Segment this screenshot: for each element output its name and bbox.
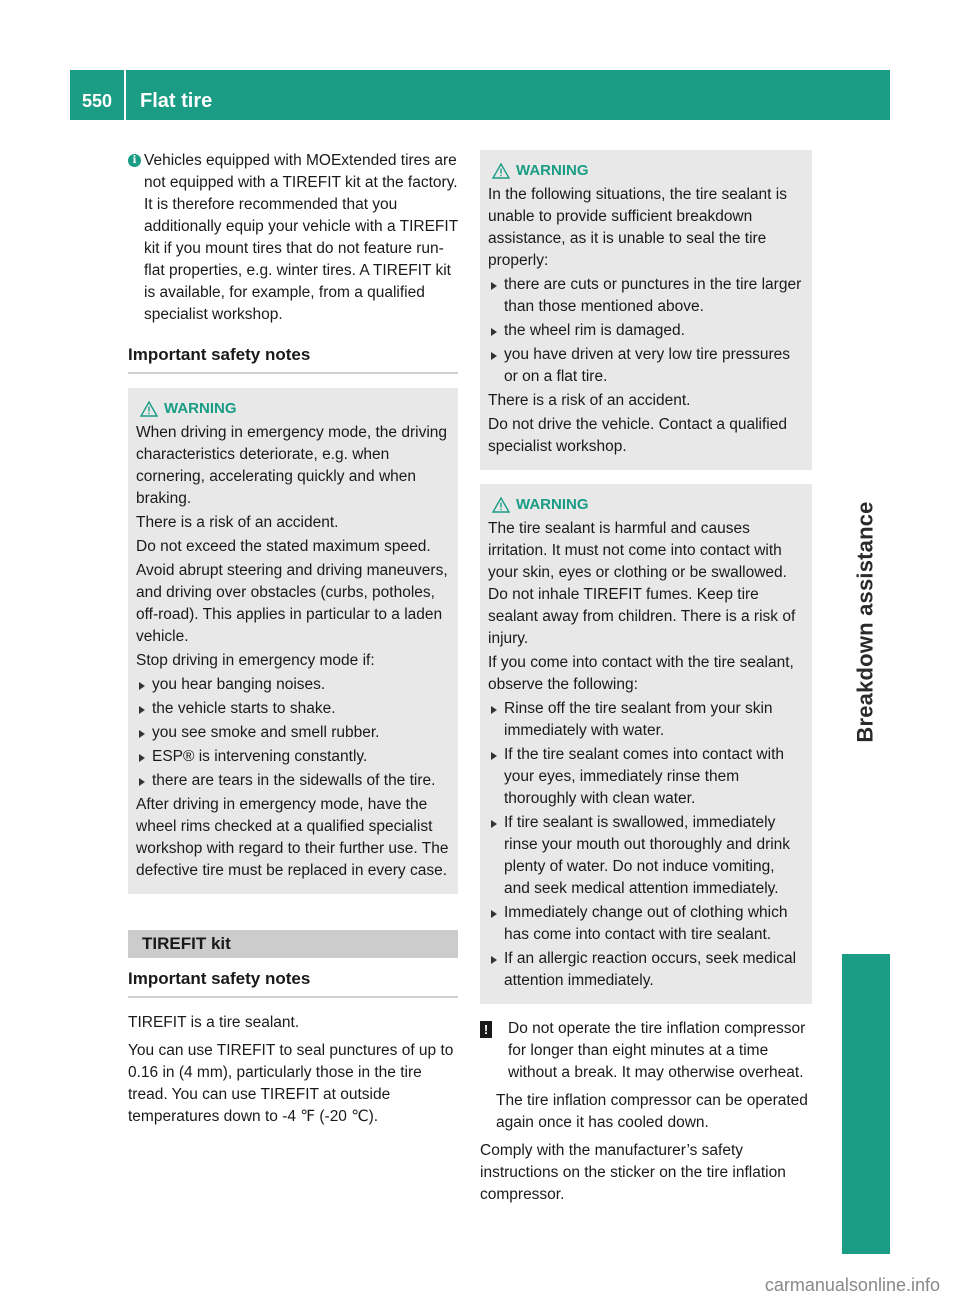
section-title-tirefit: TIREFIT kit: [128, 930, 458, 958]
list-item: Rinse off the tire sealant from your skin immediately with water.: [488, 698, 804, 742]
safety-notes-heading-2: Important safety notes: [128, 968, 458, 998]
warning-title: WARNING: [492, 494, 804, 516]
warning-paragraph: In the following situations, the tire sealant is unable to provide sufficient breakdown assistance, as it is unable to seal the tire properly:: [488, 186, 787, 269]
warning-paragraph: If you come into contact with the tire sealant, observe the following:: [488, 654, 794, 693]
list-item: there are tears in the sidewalls of the tire.: [136, 770, 450, 792]
warning-box-sealant-limits: [480, 150, 812, 470]
chapter-label: Breakdown assistance: [853, 501, 879, 743]
warning-paragraph: Stop driving in emergency mode if:: [136, 652, 375, 669]
warning-paragraph: There is a risk of an accident.: [488, 392, 691, 409]
page-header: [70, 70, 890, 120]
page-number: 550: [70, 70, 126, 120]
list-item: ESP® is intervening constantly.: [136, 746, 450, 768]
list-item: Immediately change out of clothing which has come into contact with tire sealant.: [488, 902, 804, 946]
warning-paragraph: Do not exceed the stated maximum speed.: [136, 538, 431, 555]
list-item: If an allergic reaction occurs, seek medical attention immediately.: [488, 948, 804, 992]
warning-paragraph: Avoid abrupt steering and driving maneuvers, and driving over obstacles (curbs, potholes, off-road). This applies in particular to a laden vehicle.: [136, 562, 448, 645]
info-icon: i: [128, 154, 141, 167]
info-note: [128, 150, 458, 326]
caution-followup: The tire inflation compressor can be operated again once it has cooled down.: [496, 1092, 808, 1131]
warning-triangle-icon: [492, 497, 510, 513]
list-item: If tire sealant is swallowed, immediately rinse your mouth out thoroughly and drink plenty of water. Do not induce vomiting, and seek medical attention immediately.: [488, 812, 804, 900]
caution-note: [480, 1018, 812, 1084]
watermark: carmanualsonline.info: [764, 1275, 940, 1295]
list-item: the wheel rim is damaged.: [488, 320, 804, 342]
left-column: [128, 150, 458, 1128]
warning-title: WARNING: [492, 160, 804, 182]
list-item: If the tire sealant comes into contact with your eyes, immediately rinse them thoroughly with clean water.: [488, 744, 804, 810]
warning-paragraph: The tire sealant is harmful and causes irritation. It must not come into contact with your skin, eyes or clothing or be swallowed. Do not inhale TIREFIT fumes. Keep tire sealant away from children. There is a risk of injury.: [488, 520, 796, 647]
warning-box-sealant-harmful: [480, 484, 812, 1004]
caution-text: Do not operate the tire inflation compressor for longer than eight minutes at a time without a break. It may otherwise overheat.: [508, 1020, 806, 1081]
list-item: the vehicle starts to shake.: [136, 698, 450, 720]
warning-paragraph: When driving in emergency mode, the driving characteristics deteriorate, e.g. when cornering, accelerating quickly and when braking.: [136, 424, 448, 507]
body-paragraph: You can use TIREFIT to seal punctures of up to 0.16 in (4 mm), particularly those in the tire tread. You can use TIREFIT at outside temperatures down to ‑4 ℉ (‑20 ℃).: [128, 1042, 454, 1125]
right-column: [480, 150, 812, 1206]
list-item: you hear banging noises.: [136, 674, 450, 696]
chapter-side-tab: [842, 122, 890, 1252]
page-title: Flat tire: [140, 89, 213, 112]
list-item: there are cuts or punctures in the tire larger than those mentioned above.: [488, 274, 804, 318]
body-paragraph: TIREFIT is a tire sealant.: [128, 1014, 300, 1031]
exclamation-icon: !: [480, 1021, 492, 1038]
warning-paragraph: There is a risk of an accident.: [136, 514, 339, 531]
info-note-text: Vehicles equipped with MOExtended tires are not equipped with a TIREFIT kit at the factory. It is therefore recommended that you additionally equip your vehicle with a TIREFIT kit if you mount tires that do not feature run-flat properties, e.g. winter tires. A TIREFIT kit is available, for example, from a qualified specialist workshop.: [144, 152, 458, 323]
warning-title: WARNING: [140, 398, 450, 420]
list-item: you see smoke and smell rubber.: [136, 722, 450, 744]
warning-triangle-icon: [140, 401, 158, 417]
chapter-color-block: [842, 954, 890, 1254]
list-item: you have driven at very low tire pressures or on a flat tire.: [488, 344, 804, 388]
warning-paragraph: Do not drive the vehicle. Contact a qualified specialist workshop.: [488, 416, 787, 455]
warning-triangle-icon: [492, 163, 510, 179]
warning-box-emergency-mode: [128, 388, 458, 894]
warning-paragraph: After driving in emergency mode, have the wheel rims checked at a qualified specialist workshop with regard to their further use. The defective tire must be replaced in every case.: [136, 796, 449, 879]
safety-notes-heading: Important safety notes: [128, 344, 458, 374]
body-paragraph: Comply with the manufacturer’s safety instructions on the sticker on the tire inflation compressor.: [480, 1142, 786, 1203]
